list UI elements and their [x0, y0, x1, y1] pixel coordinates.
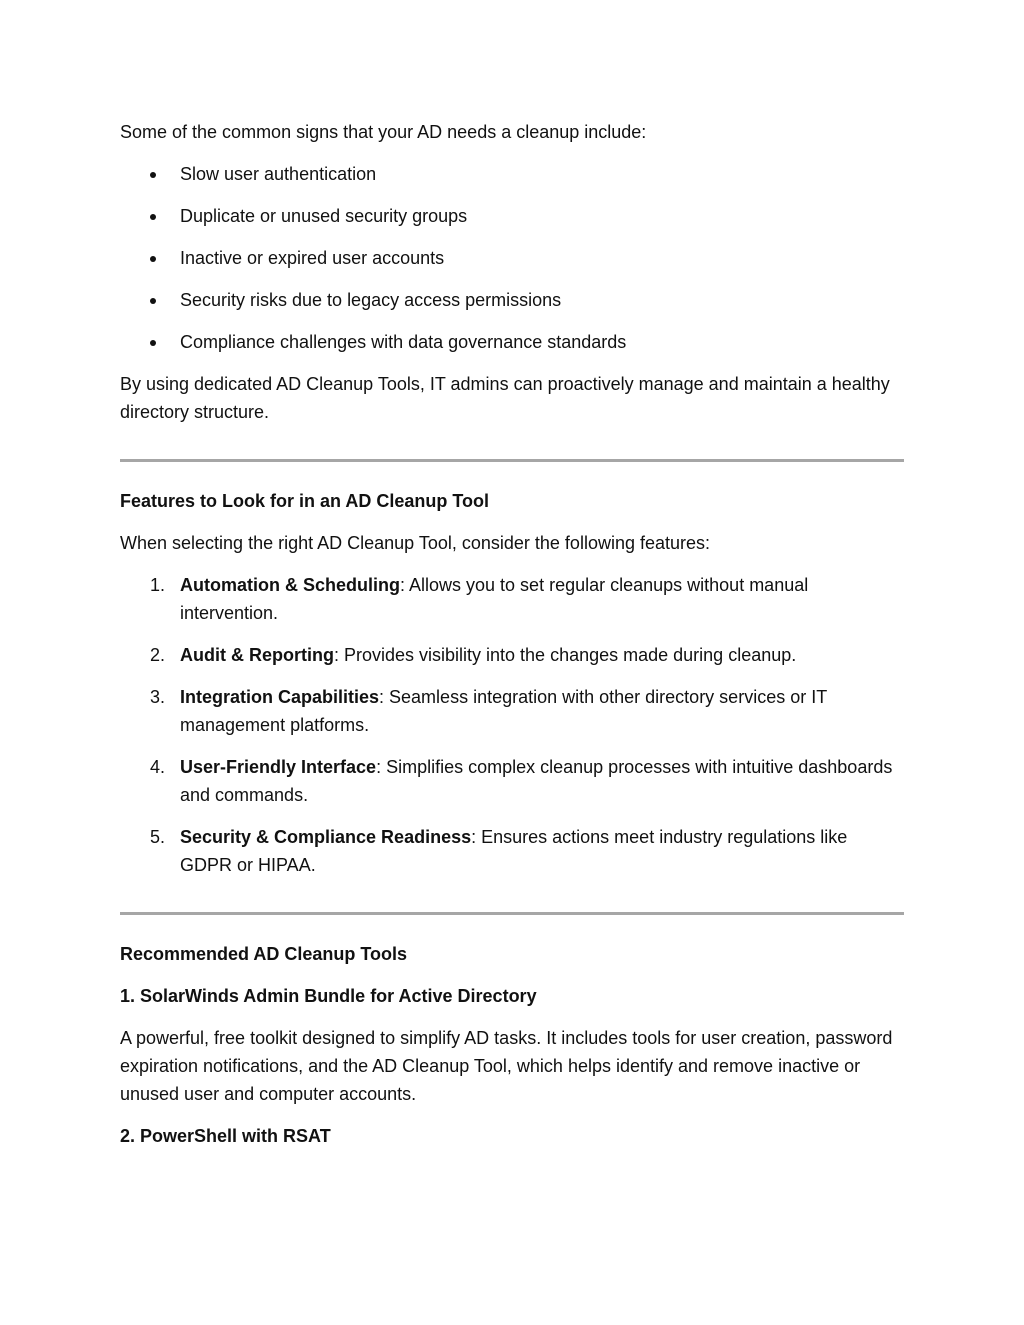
- feature-term: Security & Compliance Readiness: [180, 827, 472, 847]
- intro-paragraph: Some of the common signs that your AD needs a cleanup include:: [120, 122, 647, 142]
- list-item-text: Inactive or expired user accounts: [180, 248, 445, 268]
- feature-description: : Seamless integration with other directory services or IT management platforms.: [180, 687, 827, 735]
- list-item: [120, 160, 904, 188]
- feature-item: [120, 823, 904, 879]
- bullet-icon: [150, 172, 156, 178]
- bullet-icon: [150, 256, 156, 262]
- list-item: [120, 286, 904, 314]
- list-item: [120, 202, 904, 230]
- tools-heading: Recommended AD Cleanup Tools: [120, 944, 408, 964]
- tool1-description: A powerful, free toolkit designed to simplify AD tasks. It includes tools for user creation, password expiration notifications, and the AD Cleanup Tool, which helps identify and remove inactive or unused user and computer accounts.: [120, 1028, 893, 1104]
- feature-item: [120, 571, 904, 627]
- feature-term: Automation & Scheduling: [180, 575, 400, 595]
- item-number: 2.: [150, 645, 166, 665]
- item-number: 5.: [150, 827, 166, 847]
- feature-description: : Simplifies complex cleanup processes with intuitive dashboards and commands.: [180, 757, 893, 805]
- list-item-text: Security risks due to legacy access permissions: [180, 290, 562, 310]
- item-number: 3.: [150, 687, 166, 707]
- list-item-text: Duplicate or unused security groups: [180, 206, 468, 226]
- features-intro: When selecting the right AD Cleanup Tool, consider the following features:: [120, 533, 711, 553]
- item-number: 1.: [150, 575, 166, 595]
- item-number: 4.: [150, 757, 166, 777]
- feature-item: [120, 683, 904, 739]
- features-heading: Features to Look for in an AD Cleanup Tool: [120, 491, 490, 511]
- bullet-icon: [150, 214, 156, 220]
- feature-description: : Ensures actions meet industry regulations like GDPR or HIPAA.: [180, 827, 848, 875]
- features-list: [120, 571, 904, 879]
- feature-description: : Allows you to set regular cleanups without manual intervention.: [180, 575, 809, 623]
- list-item-text: Compliance challenges with data governance standards: [180, 332, 627, 352]
- feature-description: : Provides visibility into the changes made during cleanup.: [333, 645, 797, 665]
- signs-list: [120, 160, 904, 356]
- list-item-text: Slow user authentication: [180, 164, 377, 184]
- feature-item: [120, 641, 904, 669]
- bullet-icon: [150, 298, 156, 304]
- document-page: [120, 118, 904, 1164]
- summary-paragraph: By using dedicated AD Cleanup Tools, IT admins can proactively manage and maintain a healthy directory structure.: [120, 374, 890, 422]
- list-item: [120, 328, 904, 356]
- feature-term: User-Friendly Interface: [180, 757, 377, 777]
- feature-term: Integration Capabilities: [180, 687, 380, 707]
- feature-term: Audit & Reporting: [180, 645, 334, 665]
- tool2-heading: 2. PowerShell with RSAT: [120, 1126, 331, 1146]
- feature-item: [120, 753, 904, 809]
- tool1-heading: 1. SolarWinds Admin Bundle for Active Directory: [120, 986, 537, 1006]
- section-divider: [120, 912, 904, 915]
- bullet-icon: [150, 340, 156, 346]
- list-item: [120, 244, 904, 272]
- section-divider: [120, 459, 904, 462]
